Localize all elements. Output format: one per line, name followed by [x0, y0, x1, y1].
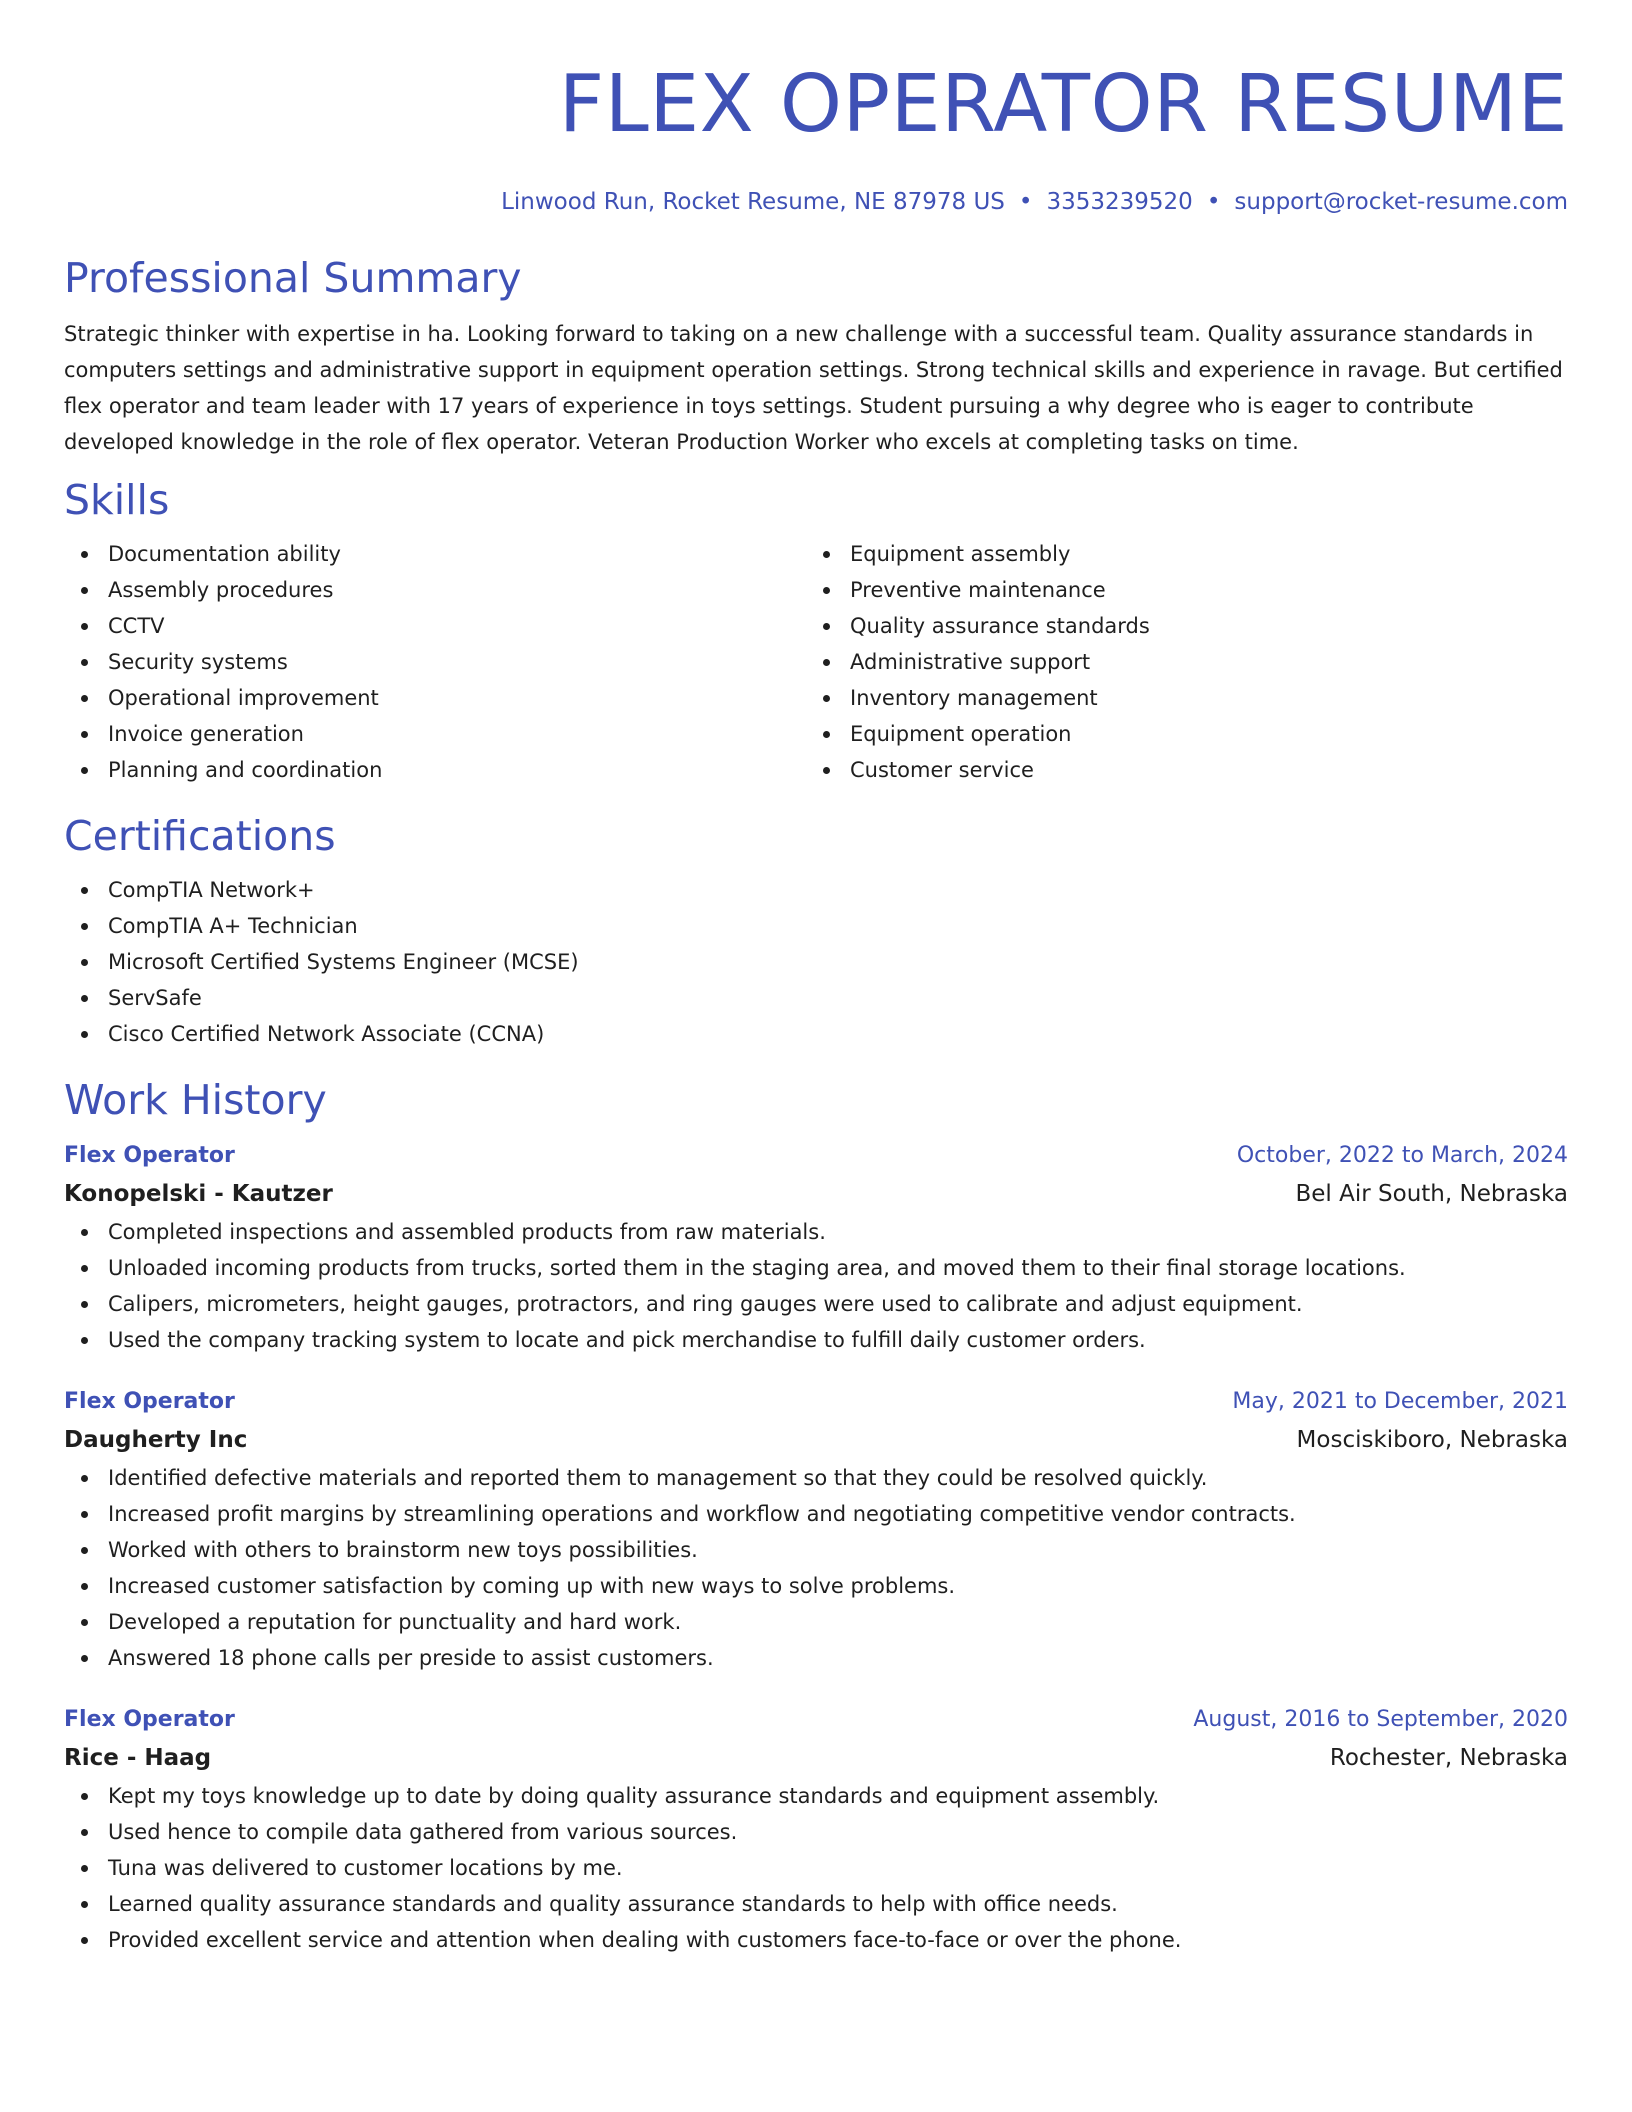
skills-column-left	[64, 536, 806, 788]
job-duty: Identified defective materials and reported them to management so that they could be resolved quickly.	[64, 1460, 1568, 1496]
skill-item: Inventory management	[806, 680, 1548, 716]
skill-item: Operational improvement	[64, 680, 806, 716]
skill-item: Invoice generation	[64, 716, 806, 752]
summary-heading: Professional Summary	[64, 254, 522, 302]
job-dates: August, 2016 to September, 2020	[1193, 1707, 1568, 1732]
job-duty: Increased profit margins by streamlining operations and workflow and negotiating competitive vendor contracts.	[64, 1496, 1568, 1532]
job-entry	[64, 1702, 1568, 1958]
job-duty: Provided excellent service and attention when dealing with customers face-to-face or over the phone.	[64, 1922, 1568, 1958]
job-duty: Developed a reputation for punctuality and hard work.	[64, 1604, 1568, 1640]
job-company: Daugherty Inc	[64, 1427, 248, 1453]
job-duties-list	[64, 1778, 1568, 1958]
job-title: Flex Operator	[64, 1389, 235, 1414]
job-header-row	[64, 1384, 1568, 1420]
job-duty: Answered 18 phone calls per preside to assist customers.	[64, 1640, 1568, 1676]
resume-title: FLEX OPERATOR RESUME	[558, 58, 1568, 150]
certification-item: CompTIA A+ Technician	[64, 908, 1568, 944]
contact-separator: •	[1206, 189, 1221, 215]
job-duties-list	[64, 1214, 1568, 1358]
contact-line	[64, 186, 1568, 218]
skill-item: Planning and coordination	[64, 752, 806, 788]
work-history-heading: Work History	[64, 1076, 327, 1124]
skill-item: Administrative support	[806, 644, 1548, 680]
contact-email[interactable]: support@rocket-resume.com	[1234, 189, 1568, 215]
skill-item: Equipment assembly	[806, 536, 1548, 572]
summary-text: Strategic thinker with expertise in ha. Looking forward to taking on a new challenge with a successful team. Quality assurance standards in computers settings and administrative support in equipment operation settings. Strong technical skills and experience in ravage. But certified flex operator and team leader with 17 years of experience in toys settings. Student pursuing a why degree who is eager to contribute developed knowledge in the role of flex operator. Veteran Production Worker who excels at completing tasks on time.	[64, 322, 1563, 454]
certification-item: Cisco Certified Network Associate (CCNA)	[64, 1016, 1568, 1052]
job-header-row	[64, 1702, 1568, 1738]
job-duty: Unloaded incoming products from trucks, sorted them in the staging area, and moved them to their final storage locations.	[64, 1250, 1568, 1286]
certification-item: ServSafe	[64, 980, 1568, 1016]
job-location: Mosciskiboro, Nebraska	[1296, 1427, 1568, 1453]
contact-phone[interactable]: 3353239520	[1046, 189, 1193, 215]
resume-page	[64, 0, 1568, 1958]
job-employer-row	[64, 1738, 1568, 1778]
certifications-heading: Certifications	[64, 812, 336, 860]
job-duty: Worked with others to brainstorm new toys possibilities.	[64, 1532, 1568, 1568]
job-duty: Learned quality assurance standards and quality assurance standards to help with office needs.	[64, 1886, 1568, 1922]
work-history-section	[64, 1074, 1568, 1958]
skills-list-left	[64, 536, 806, 788]
skill-item: Equipment operation	[806, 716, 1548, 752]
job-duty: Used the company tracking system to locate and pick merchandise to fulfill daily customer orders.	[64, 1322, 1568, 1358]
job-duty: Used hence to compile data gathered from various sources.	[64, 1814, 1568, 1850]
skills-column-right	[806, 536, 1548, 788]
job-duty: Increased customer satisfaction by coming up with new ways to solve problems.	[64, 1568, 1568, 1604]
job-company: Rice - Haag	[64, 1745, 212, 1771]
job-duty: Completed inspections and assembled products from raw materials.	[64, 1214, 1568, 1250]
skill-item: Security systems	[64, 644, 806, 680]
contact-separator: •	[1018, 189, 1033, 215]
skill-item: CCTV	[64, 608, 806, 644]
certifications-section	[64, 810, 1568, 1052]
skill-item: Quality assurance standards	[806, 608, 1548, 644]
job-title: Flex Operator	[64, 1143, 235, 1168]
job-employer-row	[64, 1420, 1568, 1460]
summary-section	[64, 252, 1568, 460]
skill-item: Documentation ability	[64, 536, 806, 572]
contact-address: Linwood Run, Rocket Resume, NE 87978 US	[501, 189, 1005, 215]
job-location: Rochester, Nebraska	[1329, 1745, 1568, 1771]
job-title: Flex Operator	[64, 1707, 235, 1732]
job-company: Konopelski - Kautzer	[64, 1181, 333, 1207]
job-duties-list	[64, 1460, 1568, 1676]
certifications-list	[64, 872, 1568, 1052]
job-entry	[64, 1384, 1568, 1676]
skills-list-right	[806, 536, 1548, 788]
job-dates: May, 2021 to December, 2021	[1232, 1389, 1568, 1414]
job-duty: Kept my toys knowledge up to date by doing quality assurance standards and equipment assembly.	[64, 1778, 1568, 1814]
skills-heading: Skills	[64, 476, 170, 524]
job-employer-row	[64, 1174, 1568, 1214]
job-duty: Calipers, micrometers, height gauges, protractors, and ring gauges were used to calibrate and adjust equipment.	[64, 1286, 1568, 1322]
skill-item: Preventive maintenance	[806, 572, 1548, 608]
certification-item: CompTIA Network+	[64, 872, 1568, 908]
skills-grid	[64, 536, 1568, 788]
job-dates: October, 2022 to March, 2024	[1236, 1143, 1568, 1168]
skill-item: Customer service	[806, 752, 1548, 788]
job-header-row	[64, 1138, 1568, 1174]
job-location: Bel Air South, Nebraska	[1295, 1181, 1568, 1207]
skill-item: Assembly procedures	[64, 572, 806, 608]
job-entry	[64, 1138, 1568, 1358]
skills-section	[64, 474, 1568, 788]
job-duty: Tuna was delivered to customer locations by me.	[64, 1850, 1568, 1886]
certification-item: Microsoft Certified Systems Engineer (MCSE)	[64, 944, 1568, 980]
